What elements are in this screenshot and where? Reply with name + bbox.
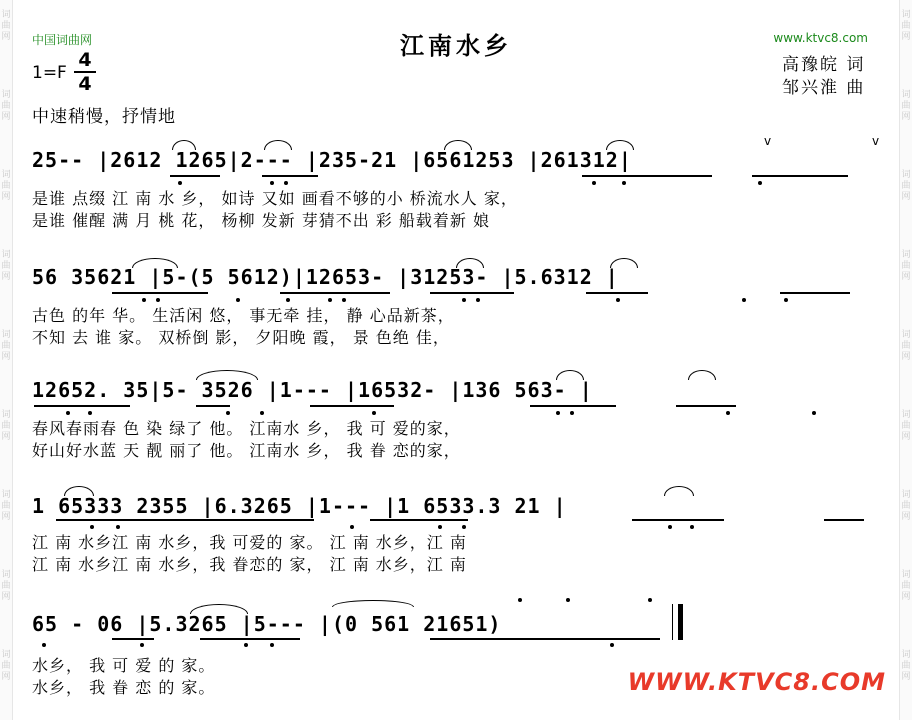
duration-underline — [780, 292, 850, 294]
breath-mark: v — [764, 134, 772, 148]
side-watermark-text: 词 曲 网 — [1, 10, 11, 42]
duration-underline — [824, 519, 864, 521]
duration-underline — [310, 405, 394, 407]
octave-dot — [566, 598, 570, 602]
notation-line-3: 12652. 35|5- 3526 |1--- |16532- |136 563- | — [32, 378, 593, 402]
octave-dot — [140, 643, 144, 647]
bottom-watermark: WWW.KTVC8.COM — [627, 668, 886, 696]
side-watermark-text: 词 曲 网 — [901, 90, 911, 122]
tie-slur — [556, 370, 584, 380]
lyrics-line-5-verse-1: 水乡， 我 可 爱 的 家。 — [32, 656, 216, 675]
final-barline-thin — [672, 604, 673, 640]
lyrics-line-3-verse-2: 好山好水蓝 天 靓 丽了 他。 江南水 乡， 我 眷 恋的家， — [32, 441, 461, 460]
octave-dot — [616, 298, 620, 302]
duration-underline — [370, 519, 468, 521]
octave-dot — [690, 525, 694, 529]
right-watermark-strip — [899, 0, 912, 720]
octave-dot — [88, 411, 92, 415]
crescendo-mark — [332, 600, 414, 607]
octave-dot — [518, 598, 522, 602]
octave-dot — [286, 298, 290, 302]
octave-dot — [758, 181, 762, 185]
octave-dot — [90, 525, 94, 529]
tie-slur — [610, 258, 638, 268]
octave-dot — [284, 181, 288, 185]
octave-dot — [244, 643, 248, 647]
tie-slur — [688, 370, 716, 380]
composer-credit: 邹兴淮 曲 — [782, 78, 866, 98]
duration-underline — [56, 519, 236, 521]
tie-slur — [606, 140, 634, 150]
octave-dot — [270, 643, 274, 647]
notation-line-1: 25-- |2612 1265|2--- |235-21 |6561253 |261312| — [32, 148, 632, 172]
octave-dot — [42, 643, 46, 647]
side-watermark-text: 词 曲 网 — [901, 330, 911, 362]
octave-dot — [350, 525, 354, 529]
octave-dot — [462, 298, 466, 302]
duration-underline — [112, 638, 154, 640]
octave-dot — [226, 411, 230, 415]
side-watermark-text: 词 曲 网 — [901, 570, 911, 602]
lyrics-line-2-verse-2: 不知 去 谁 家。 双桥倒 影， 夕阳晚 霞， 景 色绝 佳， — [32, 328, 450, 347]
duration-underline — [430, 638, 660, 640]
duration-underline — [280, 292, 390, 294]
duration-underline — [430, 292, 514, 294]
octave-dot — [156, 298, 160, 302]
lyricist-credit: 高豫皖 词 — [782, 55, 866, 75]
final-barline-thick — [678, 604, 683, 640]
notation-line-4: 1 65333 2355 |6.3265 |1--- |1 6533.3 21 | — [32, 494, 567, 518]
duration-underline — [170, 175, 220, 177]
side-watermark-text: 词 曲 网 — [1, 650, 11, 682]
side-watermark-text: 词 曲 网 — [1, 570, 11, 602]
side-watermark-text: 词 曲 网 — [901, 250, 911, 282]
lyrics-line-5-verse-2: 水乡， 我 眷 恋 的 家。 — [32, 678, 216, 697]
octave-dot — [570, 411, 574, 415]
side-watermark-text: 词 曲 网 — [901, 490, 911, 522]
duration-underline — [752, 175, 848, 177]
time-signature-bottom: 4 — [78, 73, 92, 95]
site-url[interactable]: www.ktvc8.com — [773, 31, 868, 45]
lyrics-line-2-verse-1: 古色 的年 华。 生活闲 悠， 事无牵 挂， 静 心品新茶， — [32, 306, 455, 325]
octave-dot — [116, 525, 120, 529]
duration-underline — [530, 405, 616, 407]
octave-dot — [372, 411, 376, 415]
lyrics-line-3-verse-1: 春风春雨春 色 染 绿了 他。 江南水 乡， 我 可 爱的家， — [32, 419, 461, 438]
duration-underline — [200, 638, 300, 640]
tie-slur — [664, 486, 694, 496]
lyrics-line-1-verse-1: 是谁 点缀 江 南 水 乡， 如诗 又如 画看不够的小 桥流水人 家， — [32, 189, 518, 208]
notation-line-2: 56 35621 |5-(5 5612)|12653- |31253- |5.6312 | — [32, 265, 619, 289]
duration-underline — [676, 405, 736, 407]
side-watermark-text: 词 曲 网 — [901, 410, 911, 442]
side-watermark-text: 词 曲 网 — [1, 90, 11, 122]
octave-dot — [812, 411, 816, 415]
octave-dot — [236, 298, 240, 302]
octave-dot — [668, 525, 672, 529]
notation-line-5: 65 - 06 |5.3265 |5--- |(0 561 21651) — [32, 612, 502, 636]
duration-underline — [632, 519, 724, 521]
octave-dot — [178, 181, 182, 185]
octave-dot — [260, 411, 264, 415]
lyrics-line-4-verse-1: 江 南 水乡江 南 水乡，我 可爱的 家。 江 南 水乡，江 南 — [32, 533, 467, 552]
duration-underline — [262, 175, 318, 177]
octave-dot — [270, 181, 274, 185]
duration-underline — [196, 405, 230, 407]
site-name[interactable]: 中国词曲网 — [32, 33, 93, 47]
key-signature: 1=F — [32, 63, 67, 83]
octave-dot — [648, 598, 652, 602]
octave-dot — [142, 298, 146, 302]
duration-underline — [586, 292, 648, 294]
time-signature — [74, 50, 96, 94]
octave-dot — [462, 525, 466, 529]
octave-dot — [784, 298, 788, 302]
octave-dot — [328, 298, 332, 302]
lyrics-line-1-verse-2: 是谁 催醒 满 月 桃 花， 杨柳 发新 芽猜不出 彩 船载着新 娘 — [32, 211, 490, 230]
octave-dot — [742, 298, 746, 302]
time-signature-top: 4 — [78, 49, 92, 71]
side-watermark-text: 词 曲 网 — [1, 170, 11, 202]
side-watermark-text: 词 曲 网 — [1, 330, 11, 362]
octave-dot — [622, 181, 626, 185]
duration-underline — [224, 519, 314, 521]
left-watermark-strip — [0, 0, 13, 720]
duration-underline — [582, 175, 712, 177]
octave-dot — [66, 411, 70, 415]
side-watermark-text: 词 曲 网 — [1, 250, 11, 282]
duration-underline — [112, 292, 208, 294]
breath-mark: v — [872, 134, 880, 148]
octave-dot — [592, 181, 596, 185]
tie-slur — [172, 140, 196, 150]
tie-slur — [444, 140, 472, 150]
octave-dot — [438, 525, 442, 529]
octave-dot — [726, 411, 730, 415]
octave-dot — [342, 298, 346, 302]
tie-slur — [132, 258, 178, 268]
side-watermark-text: 词 曲 网 — [901, 10, 911, 42]
song-title: 江南水乡 — [400, 31, 512, 60]
side-watermark-text: 词 曲 网 — [901, 650, 911, 682]
octave-dot — [476, 298, 480, 302]
tie-slur — [456, 258, 484, 268]
octave-dot — [610, 643, 614, 647]
tie-slur — [64, 486, 94, 496]
octave-dot — [556, 411, 560, 415]
tie-slur — [264, 140, 292, 150]
side-watermark-text: 词 曲 网 — [1, 490, 11, 522]
side-watermark-text: 词 曲 网 — [1, 410, 11, 442]
side-watermark-text: 词 曲 网 — [901, 170, 911, 202]
tie-slur — [196, 370, 258, 380]
tie-slur — [190, 604, 248, 614]
duration-underline — [34, 405, 130, 407]
lyrics-line-4-verse-2: 江 南 水乡江 南 水乡，我 眷恋的 家， 江 南 水乡，江 南 — [32, 555, 467, 574]
tempo-marking: 中速稍慢，抒情地 — [32, 107, 176, 127]
